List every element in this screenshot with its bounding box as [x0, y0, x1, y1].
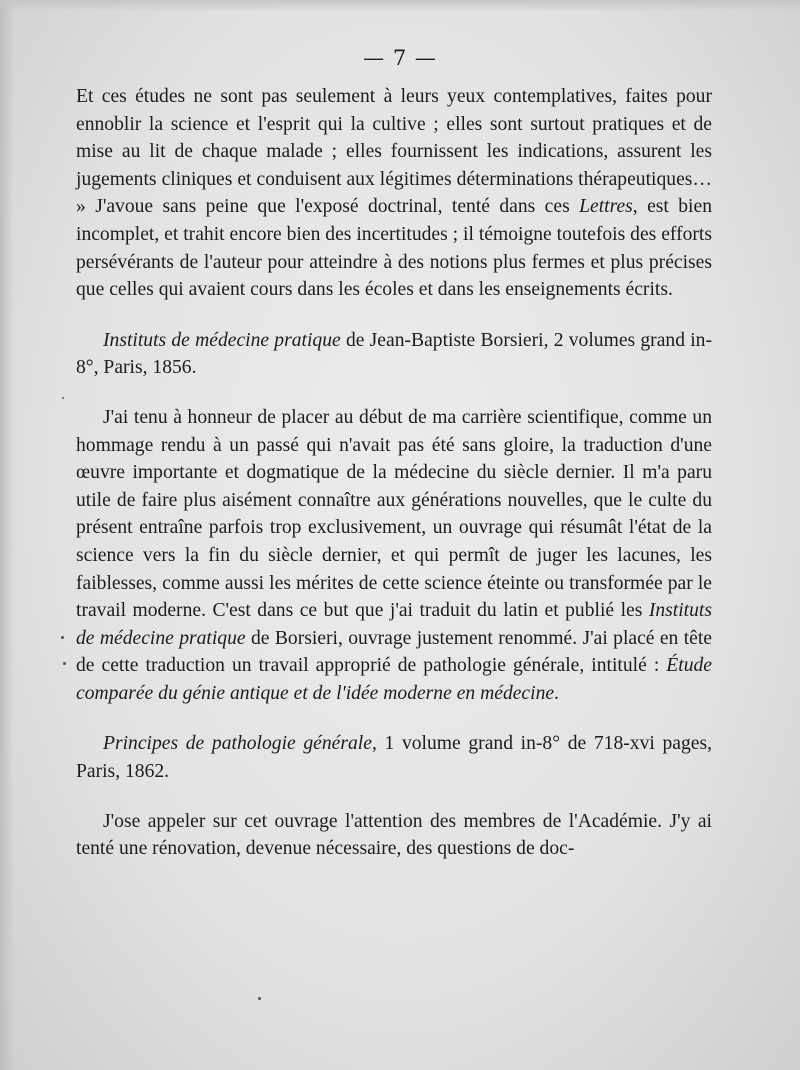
bibliography-entry-principes: [76, 730, 712, 785]
ink-speck: [62, 397, 64, 399]
italic-title-lettres: Lettres: [579, 196, 633, 218]
page-top-shadow: [0, 0, 800, 12]
paragraph-text: Et ces études ne sont pas seulement à leurs yeux contemplatives, faites pour ennoblir la science et l'esprit qui la cultive ; elles sont surtout pratiques et de mise au lit de chaque malade ; elles fournissent les indications, assurent les jugements cliniques et conduisent aux légitimes déterminations thérapeutiques… » J'avoue sans peine que l'exposé doctrinal, tenté dans ces: [76, 86, 712, 218]
paragraph-text-continued: , est bien incomplet, et trahit encore bien des incertitudes ; il témoigne toutefois des efforts persévérants de l'auteur pour atteindre à des notions plus fermes et plus précises que celles qui avaient cours dans les écoles et dans les enseignements écrits.: [76, 196, 712, 301]
paragraph-traduction: [76, 404, 712, 708]
italic-title-principes: Principes de pathologie générale: [103, 733, 372, 755]
italic-title-instituts: Instituts de médecine pratique: [103, 329, 341, 351]
entry-details: , 1 volume grand in-8° de 718-xvi pages, Paris, 1862.: [76, 733, 712, 783]
page-edge-shadow: [0, 0, 14, 1070]
ink-speck: [258, 997, 261, 1000]
italic-title-instituts-inline: Instituts de médecine pratique: [76, 600, 712, 649]
paragraph-text-middle: de Borsieri, ouvrage justement renommé. J'ai placé en tête de cette traduction un travail approprié de pathologie générale, intitulé :: [76, 627, 713, 677]
paragraph-text-end: .: [554, 682, 559, 704]
italic-title-etude-comparee: Étude comparée du génie antique et de l'idée moderne en médecine: [76, 655, 712, 704]
paragraph-text: J'ose appeler sur cet ouvrage l'attention des membres de l'Académie. J'y ai tenté une rénovation, devenue nécessaire, des questions de doc-: [76, 810, 712, 860]
ink-speck: [61, 636, 64, 639]
paragraph-etudes-contemplatives: [76, 83, 712, 304]
paragraph-academie: [76, 808, 712, 863]
bibliography-entry-borsieri: [76, 327, 712, 382]
text-body: [76, 83, 712, 863]
paragraph-text: J'ai tenu à honneur de placer au début de ma carrière scientifique, comme un hommage rendu à un passé qui n'avait pas été sans gloire, la traduction d'une œuvre importante et dogmatique de la médecine du siècle dernier. Il m'a paru utile de faire plus aisément connaître aux générations nouvelles, que le culte du présent entraîne parfois trop exclusivement, un ouvrage qui résumât l'état de la science vers la fin du siècle dernier, et qui permît de juger les lacunes, les faiblesses, comme aussi les mérites de cette science éteinte ou transformée par le travail moderne. C'est dans ce but que j'ai traduit du latin et publié les: [76, 406, 712, 622]
page-number: — 7 —: [363, 46, 437, 70]
entry-details: de Jean-Baptiste Borsieri, 2 volumes grand in-8°, Paris, 1856.: [76, 329, 712, 379]
ink-speck: [63, 662, 66, 665]
